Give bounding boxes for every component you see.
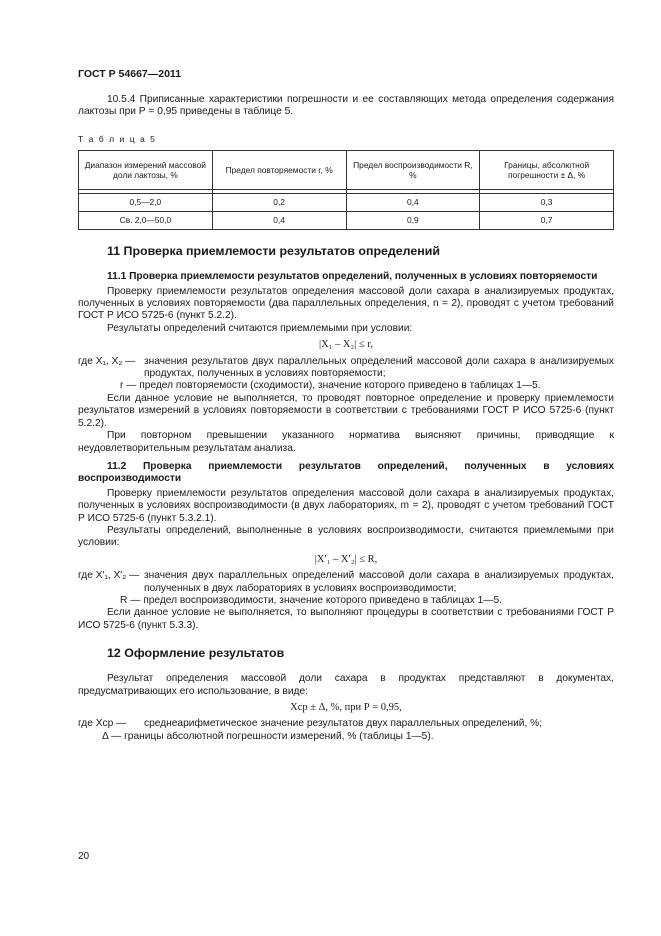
table-header-repeatability: Предел повторяемости r, % xyxy=(212,151,346,190)
section-12-title: 12 Оформление результатов xyxy=(107,646,285,661)
paragraph: Проверку приемлемости результатов определения массовой доли сахара в анализируемых продуктах, полученных в условиях повторяемости (два параллельных определения, n = 2), проводят с учетом требований ГОСТ Р ИСО 5725-6 (пункт 5.2.2). xyxy=(78,285,614,322)
table-cell: 0,2 xyxy=(212,194,346,212)
where-text: среднеарифметическое значение результатов двух параллельных определений, %; xyxy=(144,718,543,730)
paragraph: Результаты определений, выполненные в условиях воспроизводимости, считаются приемлемыми при условии: xyxy=(78,524,614,549)
paragraph: При повторном превышении указанного норматива выясняют причины, приводящие к неудовлетворительным результатам анализа. xyxy=(78,430,614,454)
document-body xyxy=(78,94,614,743)
paragraph: Если данное условие не выполняется, то проводят повторное определение и проверку приемлемости результатов измерений в условиях повторяемости в соответствии с требованиями ГОСТ Р ИСО 5725-6 (пункт 5.2.2). xyxy=(78,392,614,429)
paragraph: Результат определения массовой доли сахара в продуктах представляют в документах, предусматривающих его использование, в виде: xyxy=(78,673,614,697)
page-number: 20 xyxy=(78,851,90,862)
document-header: ГОСТ Р 54667—2011 xyxy=(78,68,182,80)
table-cell: Св. 2,0—50,0 xyxy=(79,212,213,230)
table-row xyxy=(79,194,614,212)
table-row xyxy=(79,212,614,230)
paragraph: Результаты определений считаются приемлемыми при условии: xyxy=(107,322,413,334)
formula-repeatability: |X₁ – X₂| ≤ r, xyxy=(319,339,373,351)
table-header-range: Диапазон измерений массовой доли лактозы, % xyxy=(79,151,213,190)
table-cell: 0,9 xyxy=(346,212,480,230)
table-header-reproducibility: Предел воспроизводимости R, % xyxy=(346,151,480,190)
paragraph: Проверку приемлемости результатов определения массовой доли сахара в анализируемых продуктах, полученных в условиях воспроизводимости (в двух лабораториях, m = 2), проводят с учетом требований ГОСТ Р ИСО 5725-6 (пункт 5.3.2.1). xyxy=(78,487,614,524)
section-11-2-title: 11.2 Проверка приемлемости результатов определений, полученных в условиях воспроизводимости xyxy=(78,460,614,485)
paragraph: Если данное условие не выполняется, то выполняют процедуры в соответствии с требованиями ГОСТ Р ИСО 5725-6 (пункт 5.3.3). xyxy=(78,607,614,631)
table-header-error: Границы, абсолютной погрешности ± Δ, % xyxy=(480,151,614,190)
table-cell: 0,4 xyxy=(346,194,480,212)
formula-result: Xср ± Δ, %, при Р = 0,95, xyxy=(290,702,402,713)
section-11-1-title: 11.1 Проверка приемлемости результатов определений, полученных в условиях повторяемости xyxy=(107,271,598,283)
table-caption: Т а б л и ц а 5 xyxy=(78,133,157,144)
where-block xyxy=(78,570,614,595)
table-cell: 0,4 xyxy=(212,212,346,230)
where-lead: где X′₁, X′₂ — xyxy=(78,570,140,582)
where-text: значения результатов двух параллельных определений массовой доли сахара в анализируемых продуктах, полученных в условиях повторяемости; xyxy=(144,355,614,380)
formula-reproducibility: |X′₁ – X′₂| ≤ R, xyxy=(314,553,378,565)
where-definition: R — предел воспроизводимости, значение которого приведено в таблицах 1—5. xyxy=(120,594,502,606)
where-definition: r — предел повторяемости (сходимости), значение которого приведено в таблицах 1—5. xyxy=(120,380,541,392)
intro-paragraph: 10.5.4 Приписанные характеристики погрешности и ее составляющих метода определения содержания лактозы при Р = 0,95 приведены в таблице 5. xyxy=(78,94,614,118)
where-block xyxy=(78,718,614,730)
where-lead: где Xср — xyxy=(78,718,127,730)
where-definition: Δ — границы абсолютной погрешности измерений, % (таблицы 1—5). xyxy=(102,730,434,742)
where-lead: где X₁, X₂ — xyxy=(78,355,136,367)
where-text: значения двух параллельных определений массовой доли сахара в анализируемых продуктах, полученных в двух лабораториях в условиях воспроизводимости; xyxy=(144,570,614,594)
table-cell: 0,7 xyxy=(480,212,614,230)
table-cell: 0,3 xyxy=(480,194,614,212)
section-11-title: 11 Проверка приемлемости результатов определений xyxy=(107,244,440,259)
table-5 xyxy=(78,150,614,230)
where-block xyxy=(78,356,614,381)
table-cell: 0,5—2,0 xyxy=(79,194,213,212)
